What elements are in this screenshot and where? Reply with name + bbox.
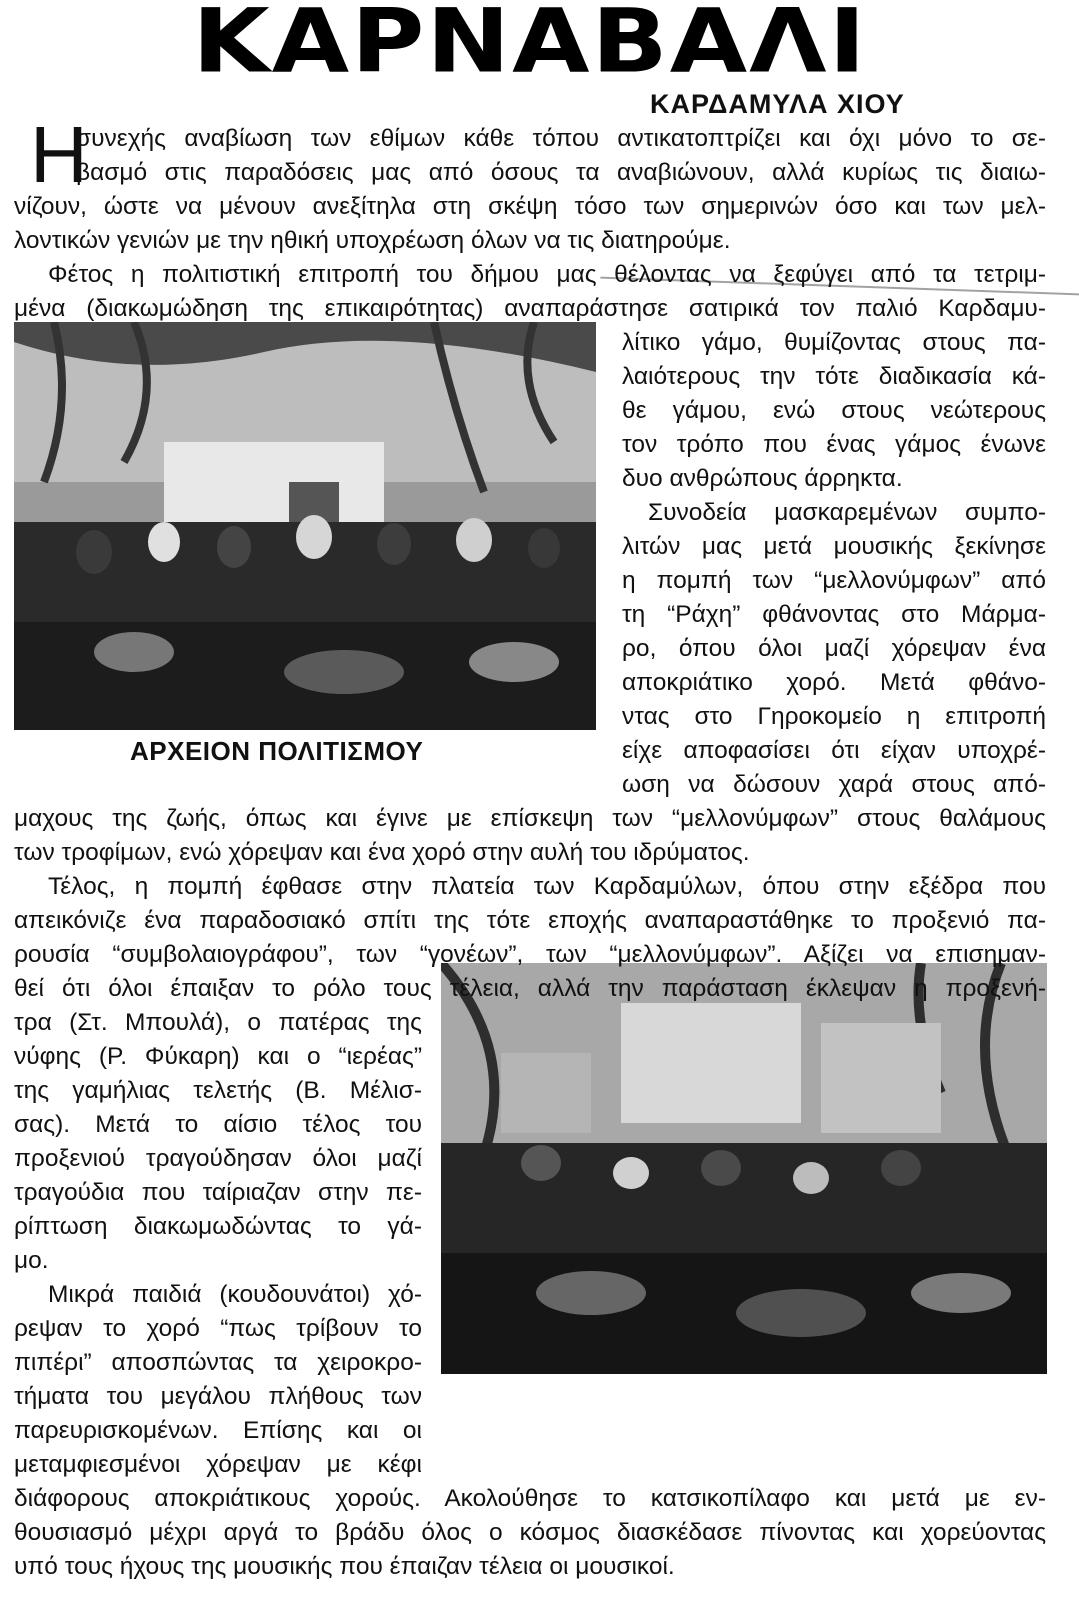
text-line: θεί ότι όλοι έπαιξαν το ρόλο τους τέλεια, αλλά την παράσταση έκλεψαν η προξενή- — [14, 975, 1046, 1002]
text-line: δυο ανθρώπους άρρηκτα. — [622, 465, 903, 492]
text-line: μένα (διακωμώδηση της επικαιρότητας) αναπαράστησε σατιρικά τον παλιό Καρδαμυ- — [14, 295, 1046, 322]
text-line: υπό τους ήχους της μουσικής που έπαιζαν τέλεια οι μουσικοί. — [14, 1553, 675, 1580]
text-line: παρευρισκομένων. Επίσης και οι — [14, 1417, 422, 1444]
text-line: νύφης (Ρ. Φύκαρη) και ο “ιερέας” — [14, 1043, 422, 1070]
text-line: μαχους της ζωής, όπως και έγινε με επίσκεψη των “μελλονύμφων” στους θαλάμους — [14, 805, 1046, 832]
headline: ΚΑΡΝΑΒΑΛΙ — [192, 0, 868, 93]
text-line: λοντικών γενιών με την ηθική υποχρέωση όλων να τις διατηρούμε. — [14, 227, 731, 254]
text-line: λαιότερους την τότε διαδικασία κά- — [622, 363, 1046, 390]
photo-caption: ΑΡΧΕΙΟΝ ΠΟΛΙΤΙΣΜΟΥ — [130, 736, 424, 766]
text-line: βασμό στις παραδόσεις μας από όσους τα αναβιώνουν, αλλά κυρίως τις διαιω- — [76, 159, 1046, 186]
text-line: μεταμφιεσμένοι χόρεψαν με κέφι — [14, 1451, 422, 1478]
text-line: ωση να δώσουν χαρά στους από- — [622, 771, 1046, 798]
text-line: ρεψαν το χορό “πως τρίβουν το — [14, 1315, 422, 1342]
text-line: των τροφίμων, ενώ χόρεψαν και ένα χορό στην αυλή του ιδρύματος. — [14, 839, 750, 866]
photo-wedding-procession — [14, 322, 596, 730]
text-line: θε γάμου, ενώ στους νεώτερους — [622, 397, 1046, 424]
text-line: τραγούδια που ταίριαζαν στην πε- — [14, 1179, 422, 1206]
text-line: ρο, όπου όλοι μαζί χόρεψαν ένα — [622, 635, 1046, 662]
text-line: Φέτος η πολιτιστική επιτροπή του δήμου μας θέλοντας να ξεφύγει από τα τετριμ- — [48, 261, 1046, 288]
text-line: ντας στο Γηροκομείο η επιτροπή — [622, 703, 1046, 730]
text-line: Μικρά παιδιά (κουδουνάτοι) χό- — [48, 1281, 422, 1308]
text-line: σας). Μετά το αίσιο τέλος του — [14, 1111, 422, 1138]
text-line: ρουσία “συμβολαιογράφου”, των “γονέων”, των “μελλονύμφων”. Αξίζει να επισημαν- — [14, 941, 1046, 968]
text-line: ρίπτωση διακωμωδώντας το γά- — [14, 1213, 422, 1240]
subhead: ΚΑΡΔΑΜΥΛΑ ΧΙΟΥ — [650, 89, 905, 119]
text-line: τον τρόπο που ένας γάμος ένωνε — [622, 431, 1046, 458]
text-line: τήματα του μεγάλου πλήθους των — [14, 1383, 422, 1410]
text-line: θουσιασμό μέχρι αργά το βράδυ όλος ο κόσμος διασκέδασε πίνοντας και χορεύοντας — [14, 1519, 1046, 1546]
photo-square-celebration — [441, 963, 1047, 1374]
text-line: Τέλος, η πομπή έφθασε στην πλατεία των Καρδαμύλων, όπου στην εξέδρα που — [48, 873, 1046, 900]
text-line: τρα (Στ. Μπουλά), ο πατέρας της — [14, 1009, 422, 1036]
text-line: πιπέρι” αποσπώντας τα χειροκρο- — [14, 1349, 422, 1376]
text-line: μο. — [14, 1247, 49, 1274]
text-line: η πομπή των “μελλονύμφων” από — [622, 567, 1046, 594]
text-line: λιτών μας μετά μουσικής ξεκίνησε — [622, 533, 1046, 560]
text-line: νίζουν, ώστε να μένουν ανεξίτηλα στη σκέψη τόσο των σημερινών όσο και των μελ- — [14, 193, 1046, 220]
drop-cap: Η — [30, 110, 88, 199]
text-line: απεικόνιζε ένα παραδοσιακό σπίτι της τότε εποχής αναπαραστάθηκε το προξενιό πα- — [14, 907, 1046, 934]
text-line: συνεχής αναβίωση των εθίμων κάθε τόπου αντικατοπτρίζει και όχι μόνο το σε- — [76, 125, 1046, 152]
text-line: προξενιού τραγούδησαν όλοι μαζί — [14, 1145, 422, 1172]
text-line: αποκριάτικο χορό. Μετά φθάνο- — [622, 669, 1046, 696]
text-line: διάφορους αποκριάτικους χορούς. Ακολούθησε το κατσικοπίλαφο και μετά με εν- — [14, 1485, 1046, 1512]
text-line: Συνοδεία μασκαρεμένων συμπο- — [648, 499, 1046, 526]
text-line: είχε αποφασίσει ότι είχαν υποχρέ- — [622, 737, 1046, 764]
text-line: τη “Ράχη” φθάνοντας στο Μάρμα- — [622, 601, 1046, 628]
text-line: της γαμήλιας τελετής (Β. Μέλισ- — [14, 1077, 422, 1104]
text-line: λίτικο γάμο, θυμίζοντας στους πα- — [622, 329, 1046, 356]
